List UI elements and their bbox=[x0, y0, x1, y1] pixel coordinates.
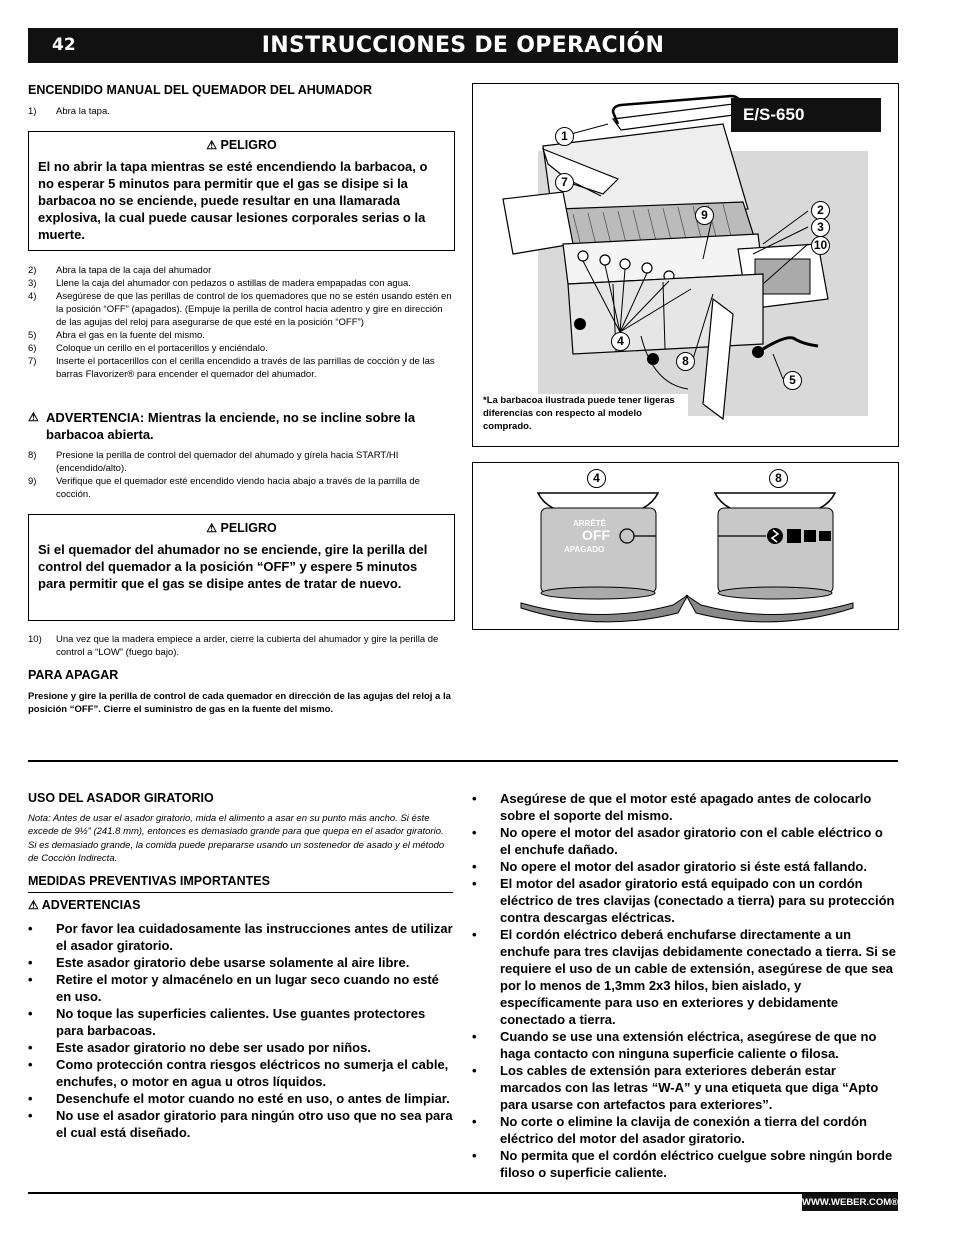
bullet-icon: • bbox=[28, 1108, 33, 1123]
knob-arrete-label: ARRÊTÉ bbox=[573, 519, 606, 528]
callout-3: 3 bbox=[811, 218, 830, 237]
bullets-right bbox=[472, 790, 897, 1181]
bullet-text: Asegúrese de que el motor esté apagado antes de colocarlo sobre el soporte del mismo. bbox=[500, 791, 872, 823]
bullet-text: El cordón eléctrico deberá enchufarse directamente a un enchufe para tres clavijas debidamente conectado a tierra. Si se requiere el uso de un cable de extensión, asegúrese de que sea por lo menos de 1,3mm 2x3 hilos, bien aislado, y específicamente para uso en exteriores y debidamente conectado a tierra. bbox=[500, 927, 896, 1027]
step-item bbox=[28, 277, 453, 290]
bullet-item bbox=[28, 920, 455, 954]
callout-8: 8 bbox=[676, 352, 695, 371]
step-number: 3) bbox=[28, 278, 37, 289]
knob-apagado-label: APAGADO bbox=[564, 545, 605, 554]
bullet-icon: • bbox=[28, 1091, 33, 1106]
danger-title-1: ⚠ PELIGRO bbox=[206, 138, 277, 152]
callout-5: 5 bbox=[783, 371, 802, 390]
bullet-item bbox=[472, 926, 897, 1028]
knob-illustration bbox=[473, 463, 898, 629]
steps-b bbox=[28, 264, 453, 381]
bullet-text: Retire el motor y almacénelo en un lugar seco cuando no esté en uso. bbox=[56, 972, 439, 1004]
bullet-text: No corte o elimine la clavija de conexión a tierra del cordón eléctrico del motor del asador giratorio. bbox=[500, 1114, 868, 1146]
bullet-icon: • bbox=[472, 1148, 477, 1163]
off-heading: PARA APAGAR bbox=[28, 668, 119, 682]
step-text: Presione la perilla de control del quemador del ahumado y gírela hacia START/HI (encendido/alto). bbox=[56, 450, 399, 474]
step-number: 6) bbox=[28, 343, 37, 354]
bullet-icon: • bbox=[472, 1114, 477, 1129]
step-number: 7) bbox=[28, 356, 37, 367]
step-number: 10) bbox=[28, 634, 42, 645]
bullet-text: Como protección contra riesgos eléctricos no sumerja el cable, enchufes, o motor en agua u otros líquidos. bbox=[56, 1057, 449, 1089]
bullet-text: Este asador giratorio debe usarse solamente al aire libre. bbox=[56, 955, 410, 970]
bullet-text: No toque las superficies calientes. Use guantes protectores para barbacoas. bbox=[56, 1006, 426, 1038]
knob-figure bbox=[472, 462, 899, 630]
bullet-item bbox=[28, 1107, 455, 1141]
knob-off-label: OFF bbox=[582, 527, 610, 543]
callout-10: 10 bbox=[811, 236, 830, 255]
steps-c bbox=[28, 449, 453, 501]
bullet-item bbox=[28, 1090, 455, 1107]
warning-triangle-icon: ⚠ bbox=[206, 521, 217, 535]
step-item bbox=[28, 290, 453, 329]
danger-body-1: El no abrir la tapa mientras se esté encendiendo la barbacoa, o no esperar 5 minutos para permitir que el gas se disipe si la barbacoa no se enciende, puede resultar en una llamarada explosiva, la cual puede causar lesiones corporales serias o la muerte. bbox=[38, 159, 428, 242]
danger-body-2: Si el quemador del ahumador no se enciende, gire la perilla del control del quemador a la posición “OFF” y espere 5 minutos para permitir que el gas se disipe antes de tratar de nuevo. bbox=[38, 542, 428, 591]
warning-triangle-icon: ⚠ bbox=[206, 138, 217, 152]
bullet-text: El motor del asador giratorio está equipado con un cordón eléctrico de tres clavijas (conectado a tierra) para su protección contra descargas eléctricas. bbox=[500, 876, 895, 925]
bullet-text: Desenchufe el motor cuando no esté en uso, o antes de limpiar. bbox=[56, 1091, 450, 1106]
bullet-item bbox=[472, 1147, 897, 1181]
step-number: 4) bbox=[28, 291, 37, 302]
bullet-item bbox=[472, 875, 897, 926]
callout-1: 1 bbox=[555, 127, 574, 146]
bullet-icon: • bbox=[472, 859, 477, 874]
callout-4: 4 bbox=[611, 332, 630, 351]
step-item bbox=[28, 329, 453, 342]
step-text: Abra la tapa. bbox=[56, 106, 110, 117]
step-item bbox=[28, 475, 453, 501]
bullet-item bbox=[28, 1056, 455, 1090]
website-footer: WWW.WEBER.COM® bbox=[802, 1194, 898, 1211]
bullet-text: Los cables de extensión para exteriores deberán estar marcados con las letras “W-A” y una etiqueta que diga “Apto para usarse con artefactos para exteriores”. bbox=[500, 1063, 879, 1112]
manual-lighting-heading: ENCENDIDO MANUAL DEL QUEMADOR DEL AHUMADOR bbox=[28, 83, 372, 97]
step-item bbox=[28, 105, 448, 118]
callout-7: 7 bbox=[555, 173, 574, 192]
warning-triangle-icon: ⚠ bbox=[28, 410, 39, 424]
bullet-item bbox=[472, 790, 897, 824]
bullet-icon: • bbox=[472, 1029, 477, 1044]
precautions-heading: MEDIDAS PREVENTIVAS IMPORTANTES bbox=[28, 874, 453, 893]
bullet-item bbox=[472, 1028, 897, 1062]
rotisserie-note: Nota: Antes de usar el asador giratorio, mida el alimento a asar en su punto más ancho. Si éste excede de 9½” (241.8 mm), entonces es demasiado grande para que quepa en el asador giratorio. Si es demasiado grande, la comida puede prepararse usando un sostenedor de asado y el método de Cocción Indirecta. bbox=[28, 813, 445, 864]
bullet-icon: • bbox=[472, 927, 477, 942]
step-item bbox=[28, 449, 453, 475]
bullet-item bbox=[472, 824, 897, 858]
bullet-icon: • bbox=[28, 1006, 33, 1021]
bullet-icon: • bbox=[28, 1040, 33, 1055]
danger-box-2 bbox=[28, 514, 455, 621]
steps-a bbox=[28, 105, 448, 118]
bullet-icon: • bbox=[28, 921, 33, 936]
figure-note: *La barbacoa ilustrada puede tener ligeras diferencias con respecto al modelo comprado. bbox=[483, 394, 688, 433]
knob-callout-8: 8 bbox=[769, 469, 788, 488]
step-text: Llene la caja del ahumador con pedazos o astillas de madera empapadas con agua. bbox=[56, 278, 411, 289]
step-text: Asegúrese de que las perillas de control de los quemadores que no se estén usando estén en la posición “OFF” (apagados). (Empuje la perilla de control hacia adentro y gire en dirección de las agujas del reloj para asegurarse de que esté en la posición “OFF”) bbox=[56, 291, 452, 328]
section-divider bbox=[28, 760, 898, 762]
step-item bbox=[28, 355, 453, 381]
footer-divider bbox=[28, 1192, 898, 1194]
bullet-item bbox=[472, 858, 897, 875]
callout-9: 9 bbox=[695, 206, 714, 225]
knob-callout-4: 4 bbox=[587, 469, 606, 488]
bullet-text: No permita que el cordón eléctrico cuelgue sobre ningún borde filoso o superficie caliente. bbox=[500, 1148, 893, 1180]
step-text: Abra el gas en la fuente del mismo. bbox=[56, 330, 205, 341]
step-item bbox=[28, 264, 453, 277]
bullet-text: Por favor lea cuidadosamente las instrucciones antes de utilizar el asador giratorio. bbox=[56, 921, 453, 953]
step-number: 9) bbox=[28, 476, 37, 487]
bullet-icon: • bbox=[472, 791, 477, 806]
page-title: INSTRUCCIONES DE OPERACIÓN bbox=[261, 33, 665, 58]
step-item bbox=[28, 633, 453, 659]
page-number: 42 bbox=[52, 35, 76, 55]
bullet-text: No opere el motor del asador giratorio si éste está fallando. bbox=[500, 859, 867, 874]
bullet-item bbox=[28, 971, 455, 1005]
bullet-icon: • bbox=[472, 825, 477, 840]
step-text: Una vez que la madera empiece a arder, cierre la cubierta del ahumador y gire la perilla de control a “LOW” (fuego bajo). bbox=[56, 634, 439, 658]
callout-2: 2 bbox=[811, 201, 830, 220]
grill-illustration bbox=[473, 84, 898, 446]
bullet-item bbox=[28, 1039, 455, 1056]
bullet-icon: • bbox=[28, 1057, 33, 1072]
bullet-icon: • bbox=[28, 972, 33, 987]
step-number: 5) bbox=[28, 330, 37, 341]
bullet-icon: • bbox=[28, 955, 33, 970]
page-header bbox=[28, 28, 898, 63]
warning-triangle-icon: ⚠ bbox=[28, 898, 39, 912]
step-text: Inserte el portacerillos con el cerilla encendido a través de las parrillas de cocción y de las barras Flavorizer® para encender el quemador del ahumador. bbox=[56, 356, 435, 380]
step-number: 2) bbox=[28, 265, 37, 276]
steps-d bbox=[28, 633, 453, 659]
off-text: Presione y gire la perilla de control de cada quemador en dirección de las agujas del reloj a la posición “OFF”. Cierre el suministro de gas en la fuente del mismo. bbox=[28, 691, 451, 715]
bullet-text: No use el asador giratorio para ningún otro uso que no sea para el cual está diseñado. bbox=[56, 1108, 453, 1140]
step-text: Abra la tapa de la caja del ahumador bbox=[56, 265, 212, 276]
danger-box-1 bbox=[28, 131, 455, 251]
bullet-text: No opere el motor del asador giratorio con el cable eléctrico o el enchufe dañado. bbox=[500, 825, 883, 857]
inline-warning: ⚠ ADVERTENCIA: Mientras la enciende, no se incline sobre la barbacoa abierta. bbox=[28, 410, 416, 442]
bullet-icon: • bbox=[472, 1063, 477, 1078]
bullet-item bbox=[472, 1113, 897, 1147]
warnings-title: ⚠ ADVERTENCIAS bbox=[28, 898, 141, 912]
step-number: 1) bbox=[28, 106, 37, 117]
bullet-text: Cuando se use una extensión eléctrica, asegúrese de que no haga contacto con ninguna superficie caliente o filosa. bbox=[500, 1029, 877, 1061]
rotisserie-heading: USO DEL ASADOR GIRATORIO bbox=[28, 791, 214, 805]
danger-title-2: ⚠ PELIGRO bbox=[206, 521, 277, 535]
bullet-item bbox=[472, 1062, 897, 1113]
bullet-text: Este asador giratorio no debe ser usado por niños. bbox=[56, 1040, 371, 1055]
bullet-item bbox=[28, 1005, 455, 1039]
bullets-left bbox=[28, 920, 455, 1141]
step-number: 8) bbox=[28, 450, 37, 461]
bullet-item bbox=[28, 954, 455, 971]
step-text: Coloque un cerillo en el portacerillos y enciéndalo. bbox=[56, 343, 268, 354]
step-item bbox=[28, 342, 453, 355]
grill-figure bbox=[472, 83, 899, 447]
model-badge: E/S-650 bbox=[731, 98, 881, 132]
step-text: Verifique que el quemador esté encendido viendo hacia abajo a través de la parrilla de cocción. bbox=[56, 476, 420, 500]
bullet-icon: • bbox=[472, 876, 477, 891]
